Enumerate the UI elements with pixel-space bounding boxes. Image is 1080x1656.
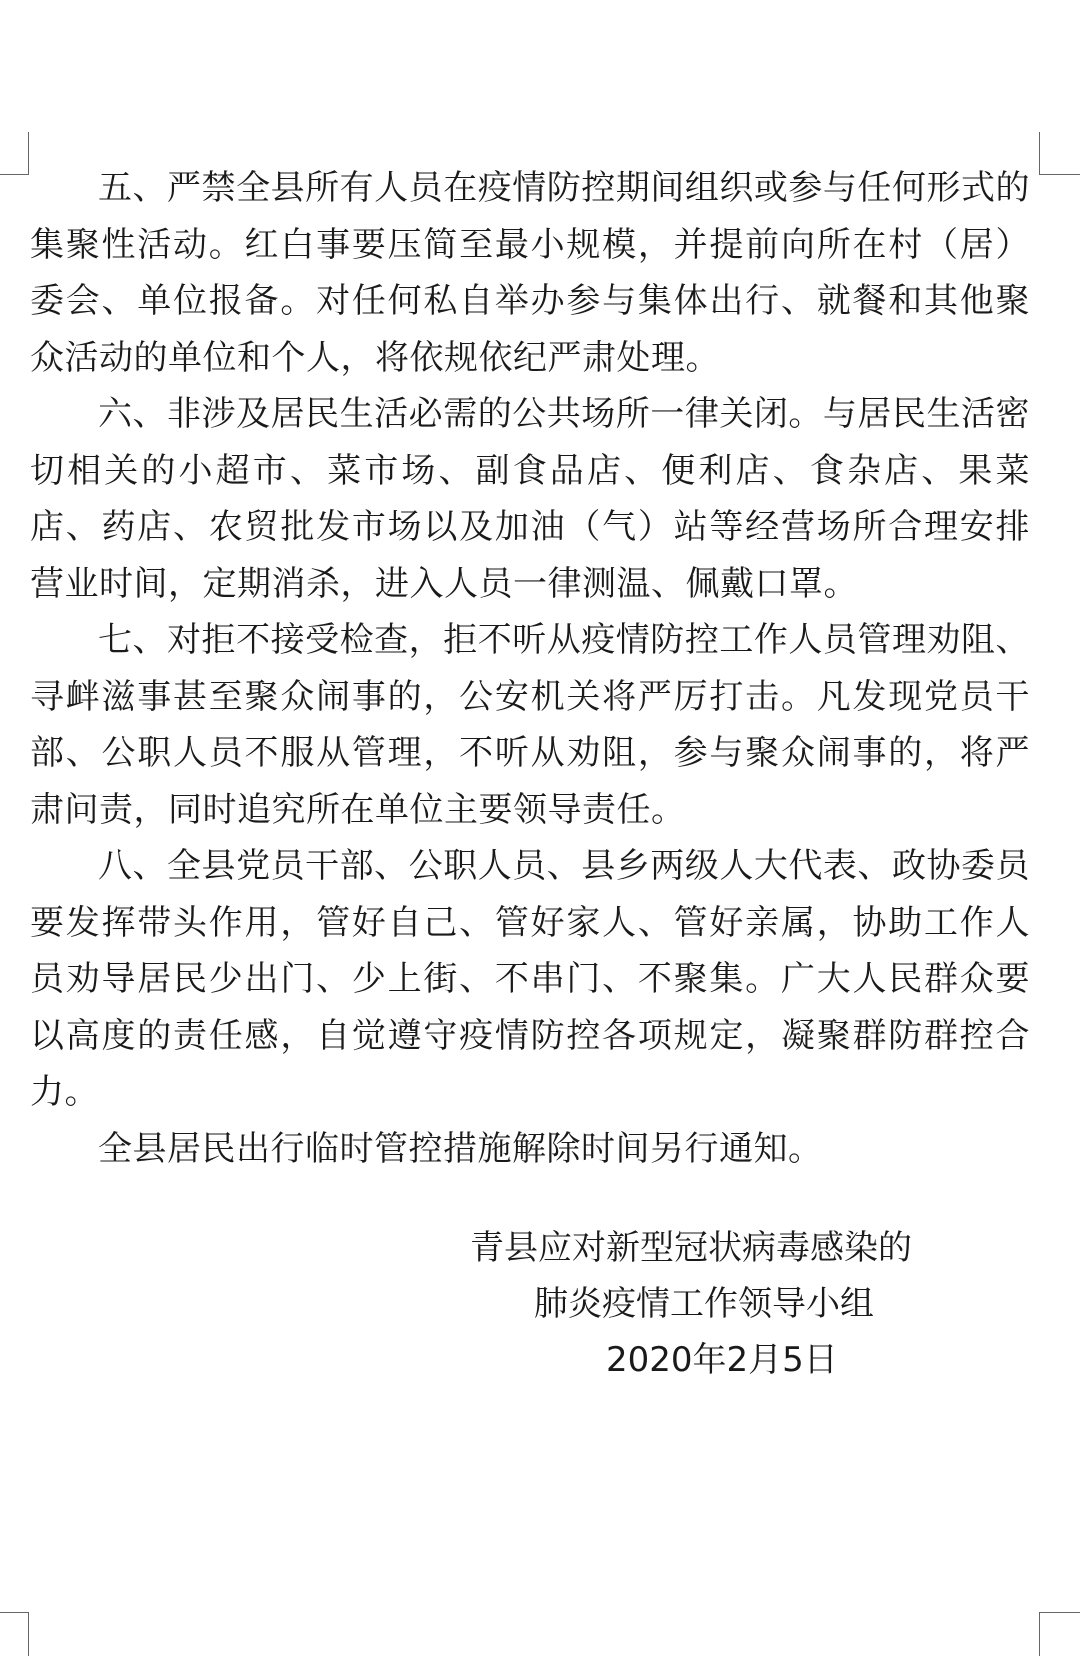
closing-notice: 全县居民出行临时管控措施解除时间另行通知。: [98, 1128, 823, 1169]
paragraph-item-5: 五、严禁全县所有人员在疫情防控期间组织或参与任何形式的集聚性活动。红白事要压简至最小规模，并提前向所在村（居）委会、单位报备。对任何私自举办参与集体出行、就餐和其他聚众活动的单位和个人，将依规依纪严肃处理。: [30, 168, 1030, 378]
crop-mark-top-left: [0, 132, 29, 175]
document-body: [30, 160, 1030, 1177]
paragraph-item-8: 八、全县党员干部、公职人员、县乡两级人大代表、政协委员要发挥带头作用，管好自己、管好家人、管好亲属，协助工作人员劝导居民少出门、少上街、不串门、不聚集。广大人民群众要以高度的责任感，自觉遵守疫情防控各项规定，凝聚群防群控合力。: [30, 846, 1030, 1112]
paragraph-item-7: 七、对拒不接受检查，拒不听从疫情防控工作人员管理劝阻、寻衅滋事甚至聚众闹事的，公安机关将严厉打击。凡发现党员干部、公职人员不服从管理，不听从劝阻，参与聚众闹事的，将严肃问责，同时追究所在单位主要领导责任。: [30, 620, 1030, 830]
crop-mark-bottom-left: [0, 1612, 29, 1656]
issue-date: 2020年2月5日: [606, 1340, 838, 1380]
issuer-name-line1: 青县应对新型冠状病毒感染的: [470, 1228, 912, 1268]
paragraph-item-6: 六、非涉及居民生活必需的公共场所一律关闭。与居民生活密切相关的小超市、菜市场、副食品店、便利店、食杂店、果菜店、药店、农贸批发市场以及加油（气）站等经营场所合理安排营业时间，定期消杀，进入人员一律测温、佩戴口罩。: [30, 394, 1030, 604]
crop-mark-bottom-right: [1039, 1612, 1080, 1656]
issuer-name-line2: 肺炎疫情工作领导小组: [534, 1284, 874, 1324]
crop-mark-top-right: [1039, 132, 1080, 175]
signature-block: [470, 1220, 930, 1388]
